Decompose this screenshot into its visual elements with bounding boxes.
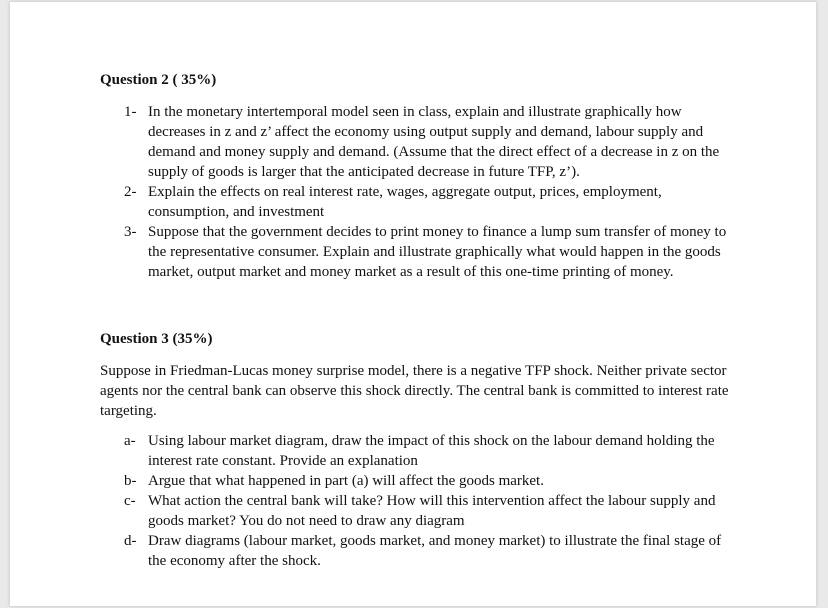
question-3-list: [124, 431, 740, 571]
question-2-list: [124, 102, 740, 282]
question-3-intro: Suppose in Friedman-Lucas money surprise model, there is a negative TFP shock. Neither private sector agents nor the central bank can observe this shock directly. The central bank is committed to interest rate targeting.: [100, 363, 729, 419]
document-page: [10, 2, 816, 606]
list-marker: d-: [124, 533, 137, 549]
item-text: Using labour market diagram, draw the impact of this shock on the labour demand holding the interest rate constant. Provide an explanation: [148, 433, 715, 469]
list-marker: c-: [124, 493, 136, 509]
item-text: In the monetary intertemporal model seen in class, explain and illustrate graphically how decreases in z and z’ affect the economy using output supply and demand, labour supply and demand and money supply and demand. (Assume that the direct effect of a decrease in z on the supply of goods is larger that the anticipated decrease in future TFP, z’).: [148, 104, 720, 180]
item-text: Suppose that the government decides to print money to finance a lump sum transfer of money to the representative consumer. Explain and illustrate graphically what would happen in the goods market, output market and money market as a result of this one-time printing of money.: [148, 224, 727, 280]
question-2-item-1: [124, 102, 740, 182]
list-marker: b-: [124, 473, 137, 489]
item-text: Explain the effects on real interest rate, wages, aggregate output, prices, employment, consumption, and investment: [148, 184, 662, 220]
list-marker: 1-: [124, 104, 137, 120]
question-3-item-d: [124, 531, 740, 571]
item-text: What action the central bank will take? How will this intervention affect the labour supply and goods market? You do not need to draw any diagram: [148, 493, 716, 529]
list-marker: 2-: [124, 184, 137, 200]
question-2-heading: Question 2 ( 35%): [100, 72, 217, 88]
list-marker: a-: [124, 433, 136, 449]
item-text: Draw diagrams (labour market, goods market, and money market) to illustrate the final stage of the economy after the shock.: [148, 533, 722, 569]
list-marker: 3-: [124, 224, 137, 240]
question-2-item-3: [124, 222, 740, 282]
question-3-item-b: [124, 471, 740, 491]
question-3-heading: Question 3 (35%): [100, 331, 213, 347]
item-text: Argue that what happened in part (a) will affect the goods market.: [148, 473, 544, 489]
question-3-item-c: [124, 491, 740, 531]
question-2-item-2: [124, 182, 740, 222]
question-3-item-a: [124, 431, 740, 471]
